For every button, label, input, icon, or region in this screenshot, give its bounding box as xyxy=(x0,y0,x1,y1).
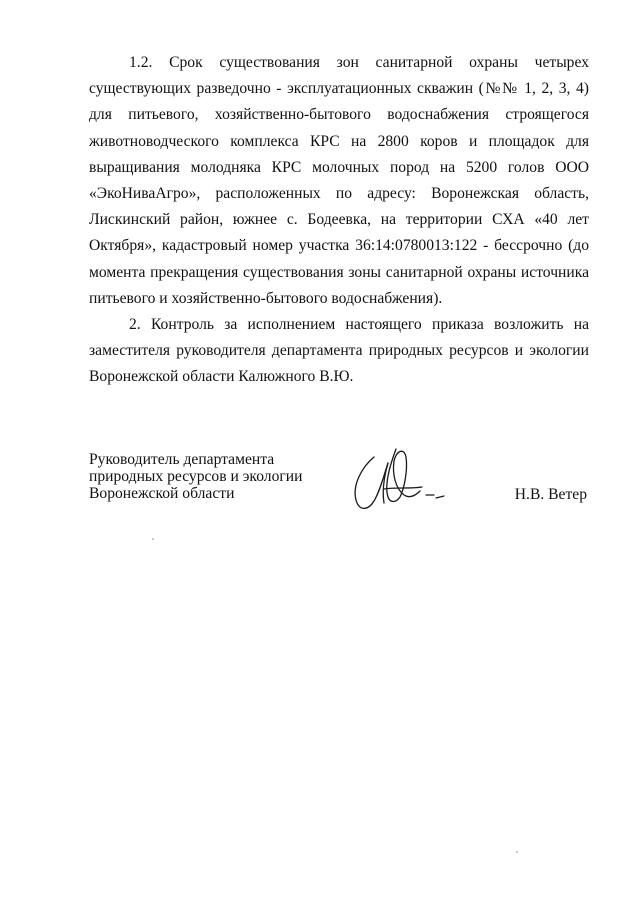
document-body xyxy=(89,50,589,391)
handwritten-signature xyxy=(344,445,449,517)
scan-speck xyxy=(152,538,154,540)
signer-name: Н.В. Ветер xyxy=(514,486,587,503)
signer-position-line-1: Руководитель департамента xyxy=(89,451,275,468)
signature-block xyxy=(89,451,589,531)
scan-speck xyxy=(516,851,518,853)
paragraph-2: 2. Контроль за исполнением настоящего приказа возложить на заместителя руководителя департамента природных ресурсов и экологии Воронежской области Калюжного В.Ю. xyxy=(89,316,589,386)
paragraph-1-2: 1.2. Срок существования зон санитарной охраны четырех существующих разведочно - эксплуатационных скважин (№№ 1, 2, 3, 4) для питьевого, хозяйственно-бытового водоснабжения строящегося животноводческого комплекса КРС на 2800 коров и площадок для выращивания молодняка КРС молочных пород на 5200 голов ООО «ЭкоНиваАгро», расположенных по адресу: Воронежская область, Лискинский район, южнее с. Бодеевка, на территории СХА «40 лет Октября», кадастровый номер участка 36:14:0780013:122 - бессрочно (до момента прекращения существования зоны санитарной охраны источника питьевого и хозяйственно-бытового водоснабжения). xyxy=(89,54,589,307)
signer-position-line-3: Воронежской области xyxy=(89,485,235,503)
signer-position xyxy=(89,451,349,503)
signer-position-line-2: природных ресурсов и экологии xyxy=(89,468,303,486)
